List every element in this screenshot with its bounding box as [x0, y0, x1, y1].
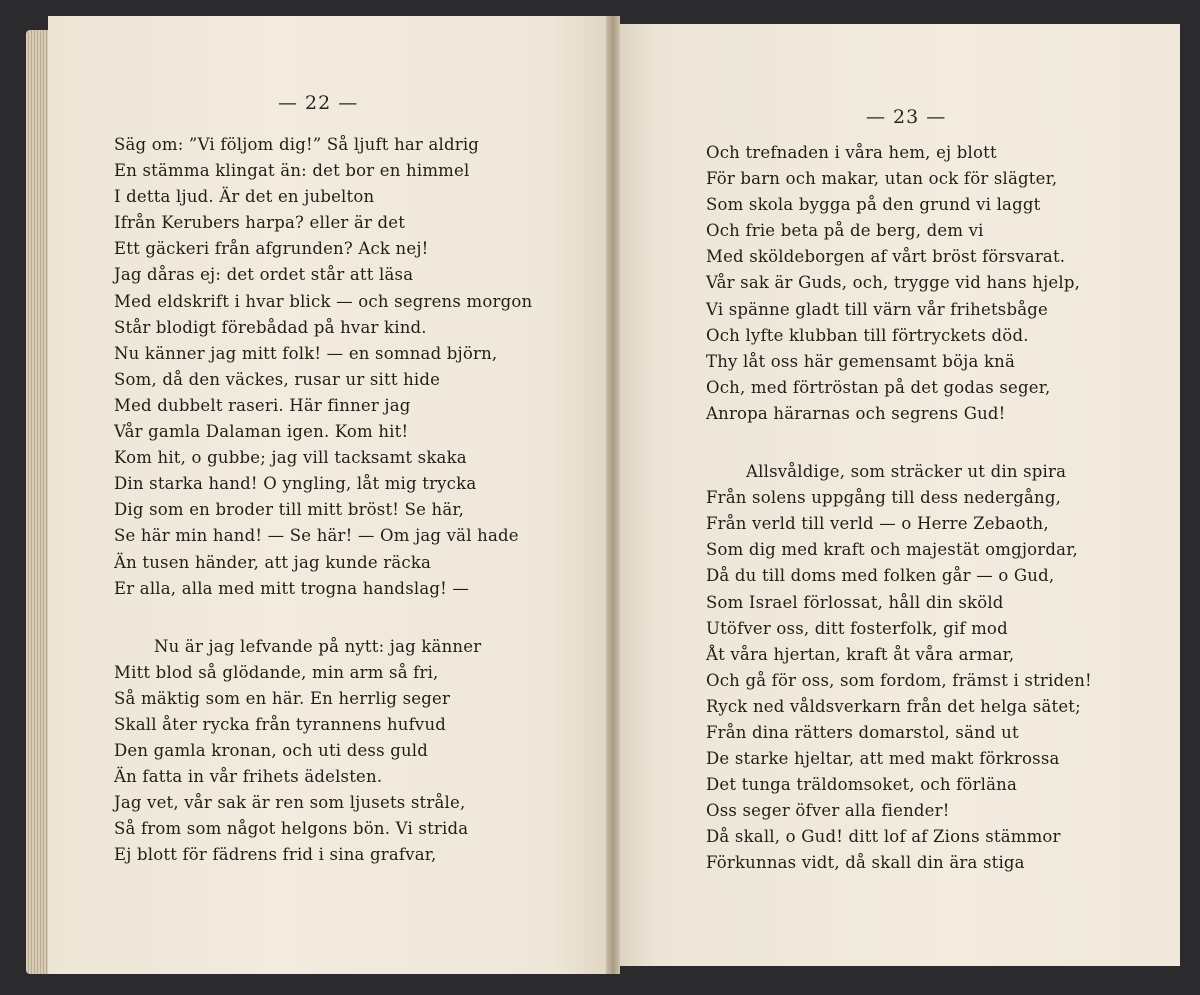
- verse-line: Thy låt oss här gemensamt böja knä: [706, 351, 1016, 371]
- verse-line: Från dina rätters domarstol, sänd ut: [706, 722, 1019, 742]
- verse-line: Det tunga träldomsoket, och förläna: [706, 775, 1018, 795]
- verse-line: Än tusen händer, att jag kunde räcka: [114, 552, 432, 572]
- stanza-break: [706, 427, 1176, 459]
- verse-line: De starke hjeltar, att med makt förkrossa: [706, 749, 1060, 769]
- verse-line: Än fatta in vår frihets ädelsten.: [114, 767, 383, 787]
- verse-line: Se här min hand! — Se här! — Om jag väl hade: [114, 526, 519, 546]
- verse-line: Och gå för oss, som fordom, främst i striden!: [706, 670, 1092, 690]
- verse-line: Och frie beta på de berg, dem vi: [706, 221, 984, 241]
- verse-line: Så from som något helgons bön. Vi strida: [114, 819, 469, 839]
- verse-line: Och lyfte klubban till förtryckets död.: [706, 325, 1029, 345]
- verse-line: I detta ljud. Är det en jubelton: [114, 187, 375, 207]
- verse-line: Med eldskrift i hvar blick — och segrens morgon: [114, 291, 533, 311]
- verse-line: Då du till doms med folken går — o Gud,: [706, 566, 1055, 586]
- verse-line: Som, då den väckes, rusar ur sitt hide: [114, 369, 441, 389]
- right-page: [612, 24, 1180, 966]
- verse-line: Nu känner jag mitt folk! — en somnad björn,: [114, 343, 498, 363]
- verse-line: Er alla, alla med mitt trogna handslag! —: [114, 578, 470, 598]
- verse-line: Då skall, o Gud! ditt lof af Zions stämmor: [706, 827, 1061, 847]
- verse-line: Som dig med kraft och majestät omgjordar,: [706, 540, 1078, 560]
- open-book: [18, 16, 1186, 974]
- verse-line: Ryck ned våldsverkarn från det helga sätet;: [706, 696, 1081, 716]
- verse-line: Åt våra hjertan, kraft åt våra armar,: [706, 644, 1015, 664]
- verse-line: Med sköldeborgen af vårt bröst försvarat.: [706, 247, 1066, 267]
- verse-line: Jag vet, vår sak är ren som ljusets stråle,: [114, 793, 466, 813]
- verse-line: Säg om: ”Vi följom dig!” Så ljuft har aldrig: [114, 135, 480, 154]
- verse-line: Vår gamla Dalaman igen. Kom hit!: [114, 422, 409, 442]
- verse-line: Vår sak är Guds, och, trygge vid hans hjelp,: [706, 273, 1081, 293]
- verse-line: Den gamla kronan, och uti dess guld: [114, 741, 429, 761]
- page-number-left: — 22 —: [278, 92, 359, 114]
- verse-line: Ett gäckeri från afgrunden? Ack nej!: [114, 239, 429, 259]
- verse-line: En stämma klingat än: det bor en himmel: [114, 161, 470, 181]
- left-page: [48, 16, 618, 974]
- verse-line: Med dubbelt raseri. Här finner jag: [114, 395, 411, 415]
- book-gutter: [606, 16, 620, 974]
- verse-line: Som Israel förlossat, håll din sköld: [706, 592, 1004, 612]
- verse-line: Och trefnaden i våra hem, ej blott: [706, 143, 997, 162]
- page-number-right: — 23 —: [866, 106, 947, 128]
- verse-line: Anropa härarnas och segrens Gud!: [706, 403, 1006, 423]
- verse-line: Och, med förtröstan på det godas seger,: [706, 377, 1051, 397]
- verse-line: Nu är jag lefvande på nytt: jag känner: [154, 636, 482, 656]
- left-page-text: [114, 132, 584, 869]
- verse-line: Jag dåras ej: det ordet står att läsa: [114, 265, 414, 285]
- verse-line: Mitt blod så glödande, min arm så fri,: [114, 662, 439, 682]
- verse-line: Allsvåldige, som sträcker ut din spira: [746, 462, 1067, 482]
- verse-line: Oss seger öfver alla fiender!: [706, 801, 950, 821]
- verse-line: Kom hit, o gubbe; jag vill tacksamt skaka: [114, 448, 467, 468]
- verse-line: Står blodigt förebådad på hvar kind.: [114, 317, 427, 337]
- verse-line: Skall åter rycka från tyrannens hufvud: [114, 714, 447, 734]
- verse-line: Dig som en broder till mitt bröst! Se här,: [114, 500, 465, 520]
- verse-line: Din starka hand! O yngling, låt mig trycka: [114, 474, 477, 494]
- verse-line: Från solens uppgång till dess nedergång,: [706, 488, 1062, 508]
- verse-line: Så mäktig som en här. En herrlig seger: [114, 688, 451, 708]
- verse-line: Vi spänne gladt till värn vår frihetsbåge: [706, 299, 1048, 319]
- right-page-text: [706, 140, 1176, 877]
- verse-line: Ej blott för fädrens frid i sina grafvar,: [114, 845, 437, 865]
- verse-line: Som skola bygga på den grund vi laggt: [706, 195, 1041, 215]
- verse-line: För barn och makar, utan ock för slägter,: [706, 169, 1058, 189]
- stanza-break: [114, 602, 584, 634]
- verse-line: Ifrån Kerubers harpa? eller är det: [114, 213, 406, 233]
- verse-line: Utöfver oss, ditt fosterfolk, gif mod: [706, 618, 1008, 638]
- verse-line: Förkunnas vidt, då skall din ära stiga: [706, 853, 1025, 873]
- verse-line: Från verld till verld — o Herre Zebaoth,: [706, 514, 1049, 534]
